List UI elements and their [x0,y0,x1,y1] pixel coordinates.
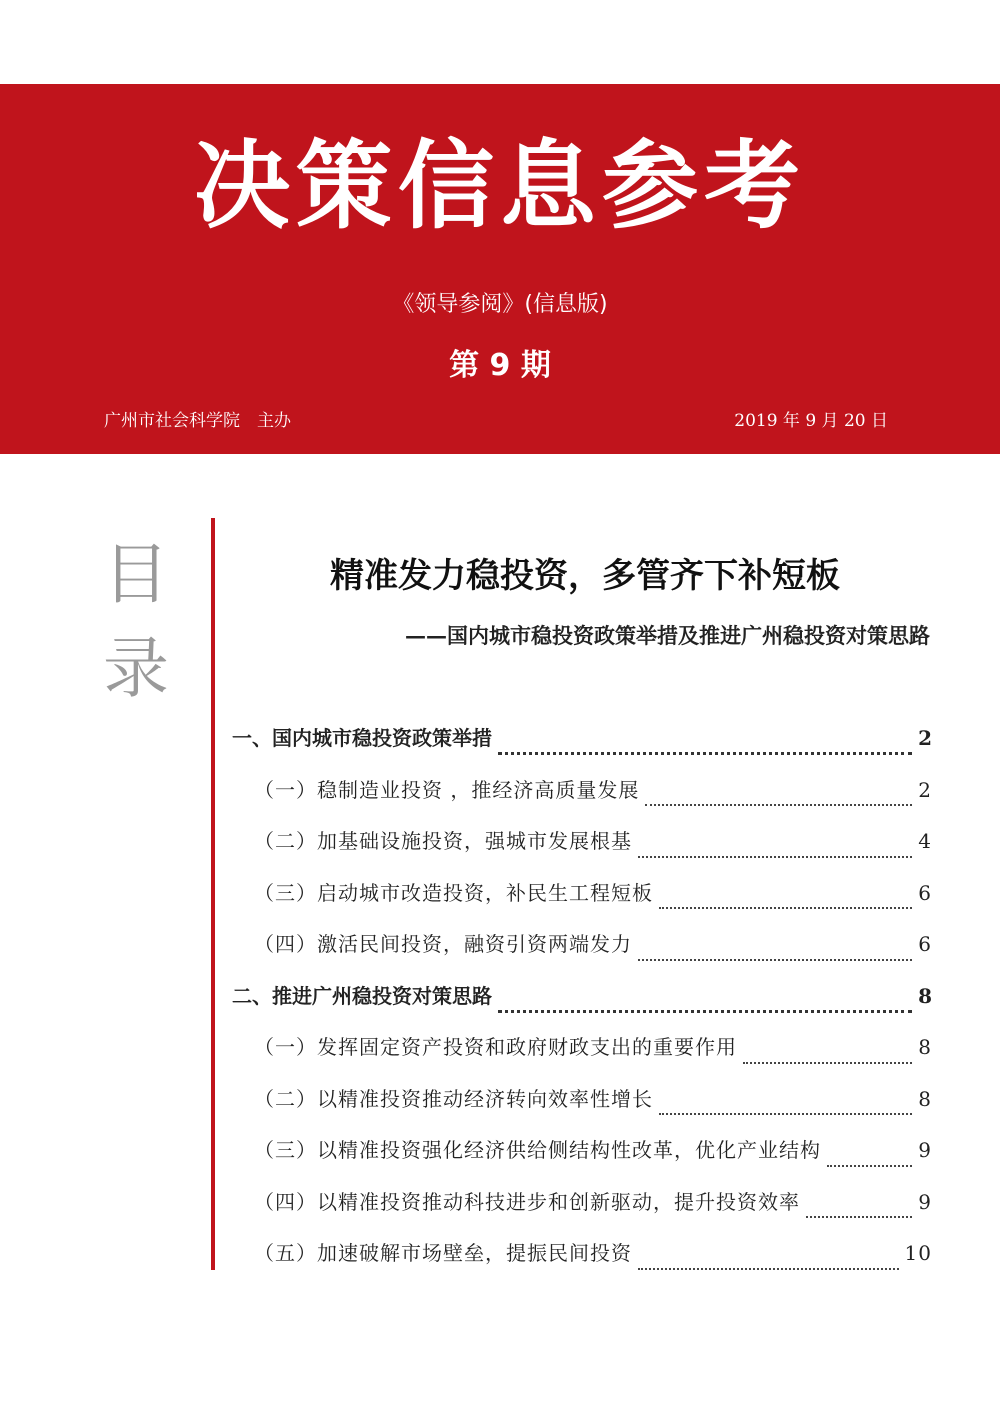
toc-entry[interactable] [232,1134,932,1186]
toc-page-number: 8 [918,1035,932,1059]
toc-leader-dots [638,1268,899,1270]
issue-number: 第 9 期 [449,348,551,383]
toc-page-number: 9 [918,1138,932,1162]
publication-subtitle: 《领导参阅》(信息版) [392,292,608,317]
toc-entry-title: （二）以精准投资推动经济转向效率性增长 [254,1086,653,1111]
toc-entry-title: （五）加速破解市场壁垒，提振民间投资 [254,1241,632,1265]
toc-entry-title: 一、国内城市稳投资政策举措 [232,726,492,750]
toc-leader-dots [638,856,912,858]
toc-leader-dots [659,1113,912,1115]
toc-entry[interactable] [232,1083,932,1135]
toc-heading: 目录 [103,536,169,707]
publication-title: 决策信息参考 [194,129,806,242]
toc-entry-title: （一）稳制造业投资 ，推经济高质量发展 [254,777,640,802]
toc-entry[interactable] [232,774,932,826]
toc-page-number: 6 [918,880,932,905]
toc-entry-title: （三）以精准投资强化经济供给侧结构性改革，优化产业结构 [254,1138,821,1162]
toc-leader-dots [806,1216,912,1218]
toc-page-number: 8 [918,1086,932,1111]
toc-entry-title: 二、推进广州稳投资对策思路 [232,983,492,1008]
publication-date: 2019 年 9 月 20 日 [734,411,888,431]
toc-page-number: 2 [918,777,932,802]
toc-entry-title: （二）加基础设施投资，强城市发展根基 [254,829,632,853]
toc-leader-dots [645,804,912,806]
toc-divider-line [211,518,215,1270]
toc-entry-title: （一）发挥固定资产投资和政府财政支出的重要作用 [254,1035,737,1059]
article-title: 精准发力稳投资，多管齐下补短板 [330,556,840,596]
toc-leader-dots [498,752,912,755]
toc-entry[interactable] [232,980,932,1032]
article-subtitle: ——国内城市稳投资政策举措及推进广州稳投资对策思路 [405,623,930,648]
toc-page-number: 8 [918,983,932,1008]
toc-entry[interactable] [232,877,932,929]
toc-leader-dots [659,907,912,909]
toc-entry[interactable] [232,928,932,980]
toc-leader-dots [827,1165,912,1167]
toc-page-number: 6 [918,932,932,956]
toc-page-number: 9 [918,1189,932,1214]
toc-entry-title: （三）启动城市改造投资，补民生工程短板 [254,880,653,905]
toc-entry[interactable] [232,722,932,774]
toc-leader-dots [743,1062,912,1064]
toc-page-number: 4 [918,829,932,853]
toc-entry-title: （四）以精准投资推动科技进步和创新驱动，提升投资效率 [254,1189,800,1214]
toc-entry[interactable] [232,825,932,877]
toc-leader-dots [498,1010,912,1013]
toc-page-number: 2 [918,726,932,750]
toc-entry[interactable] [232,1031,932,1083]
table-of-contents [232,722,932,1289]
toc-leader-dots [638,959,912,961]
toc-entry[interactable] [232,1237,932,1289]
toc-entry-title: （四）激活民间投资，融资引资两端发力 [254,932,632,956]
toc-page-number: 10 [904,1241,932,1265]
toc-entry[interactable] [232,1186,932,1238]
sponsor-text: 广州市社会科学院 主办 [104,411,291,431]
